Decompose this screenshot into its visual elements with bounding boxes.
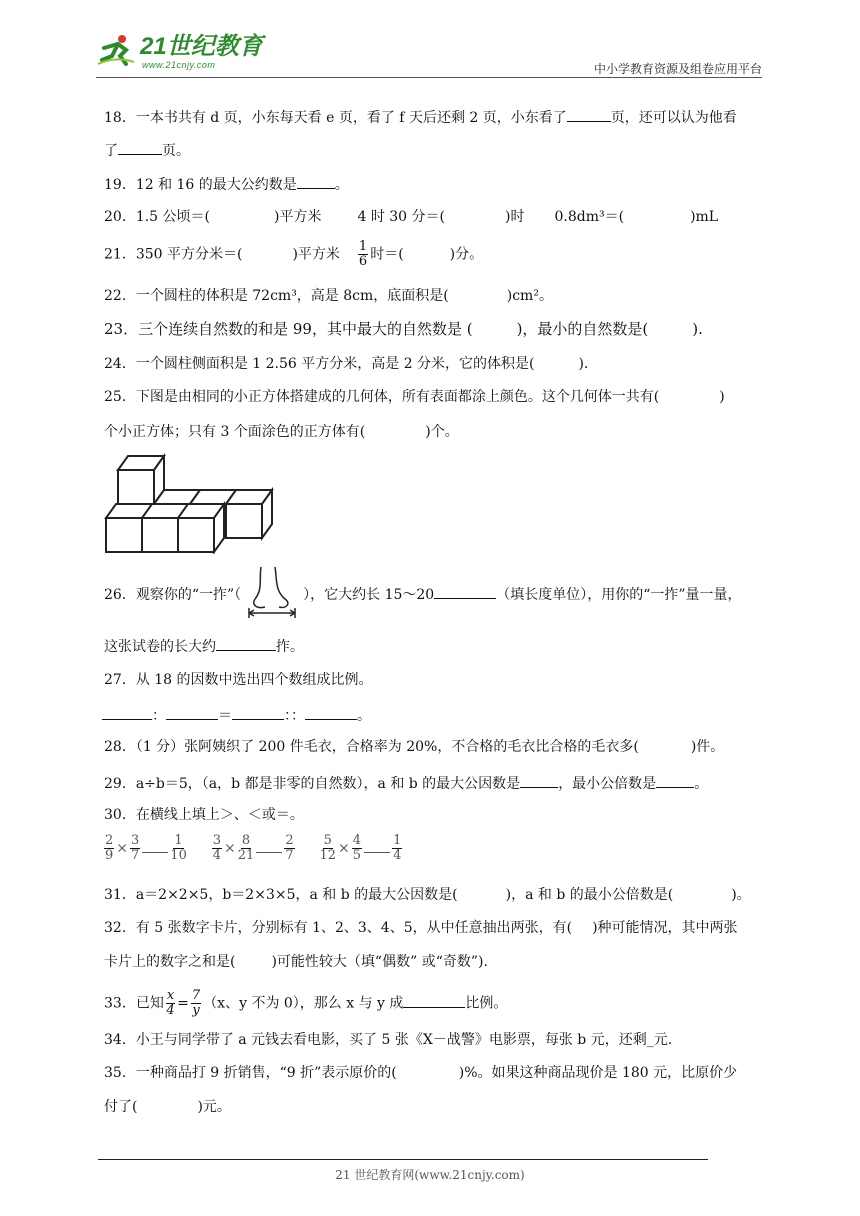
answer-blank[interactable] — [520, 773, 558, 788]
question-19: 19．12 和 16 的最大公约数是 。 — [104, 174, 349, 194]
answer-blank[interactable] — [364, 844, 390, 853]
logo-url: www.21cnjy.com — [142, 60, 216, 70]
header-divider — [96, 77, 762, 78]
question-32-cont: 卡片上的数字之和是( )可能性较大（填“偶数” 或“奇数”). — [104, 954, 488, 970]
answer-blank[interactable] — [102, 705, 152, 720]
question-32: 32．有 5 张数字卡片，分别标有 1、2、3、4、5，从中任意抽出两张，有( )种可能情况，其中两张 — [104, 920, 738, 936]
answer-blank[interactable] — [118, 140, 162, 155]
answer-blank[interactable] — [166, 705, 218, 720]
question-30: 30．在横线上填上＞、＜或＝。 — [104, 807, 304, 823]
question-18-cont: 了 页。 — [104, 140, 190, 160]
footer-divider — [98, 1159, 708, 1160]
question-22: 22．一个圆柱的体积是 72cm³，高是 8cm，底面积是( )cm²。 — [104, 288, 553, 304]
page-footer: 21 世纪教育网(www.21cnjy.com) — [335, 1168, 525, 1182]
question-28: 28．（1 分）张阿姨织了 200 件毛衣，合格率为 20%，不合格的毛衣比合格的毛衣多( )件。 — [104, 739, 725, 755]
answer-blank[interactable] — [232, 705, 284, 720]
answer-blank[interactable] — [656, 773, 694, 788]
answer-blank[interactable] — [434, 584, 496, 599]
answer-blank[interactable] — [403, 993, 465, 1008]
question-31: 31．a＝2×2×5，b＝2×3×5，a 和 b 的最大公因数是( )，a 和 b 的最小公倍数是( )。 — [104, 887, 751, 903]
answer-blank[interactable] — [142, 844, 168, 853]
fraction: $\frac{1}{6}$ — [358, 239, 368, 269]
cube-figure — [100, 452, 280, 554]
answer-blank[interactable] — [567, 107, 611, 122]
question-20: 20．1.5 公顷＝( )平方米 4 时 30 分＝( )时 0.8dm³＝( )mL — [104, 209, 719, 225]
page-header — [96, 34, 762, 78]
answer-blank[interactable] — [216, 636, 276, 651]
runner-logo-icon — [96, 34, 136, 68]
proportion-line: ： ＝ ：： 。 — [102, 705, 371, 725]
question-18: 18．一本书共有 d 页，小东每天看 e 页，看了 f 天后还剩 2 页，小东看了 页，还可以认为他看 — [104, 107, 737, 127]
question-27: 27．从 18 的因数中选出四个数组成比例。 — [104, 672, 373, 688]
question-34: 34．小王与同学带了 a 元钱去看电影，买了 5 张《X－战警》电影票，每张 b 元，还剩_元. — [104, 1032, 673, 1048]
question-26: 26．观察你的“一拃”（ ），它大约长 15～20 （填长度单位），用你的“一拃”量一量， — [104, 584, 742, 604]
answer-blank[interactable] — [297, 174, 335, 189]
hand-span-icon — [241, 565, 303, 621]
question-35: 35．一种商品打 9 折销售，“9 折”表示原价的( )%。如果这种商品现价是 180 元，比原价少 — [104, 1065, 738, 1081]
question-25-cont: 个小正方体；只有 3 个面涂色的正方体有( )个。 — [104, 424, 459, 440]
answer-blank[interactable] — [305, 705, 357, 720]
question-25: 25．下图是由相同的小正方体搭建成的几何体，所有表面都涂上颜色。这个几何体一共有( ) — [104, 389, 725, 405]
question-21: 21．350 平方分米＝( )平方米 $\frac{1}{6}$ 时＝( )分。 — [104, 239, 484, 269]
question-24: 24．一个圆柱侧面积是 1 2.56 平方分米，高是 2 分米，它的体积是( )． — [104, 356, 598, 372]
logo-text: 21世纪教育 — [140, 33, 263, 60]
question-26-cont: 这张试卷的长大约 拃。 — [104, 636, 304, 656]
question-35-cont: 付了( )元。 — [104, 1099, 231, 1115]
platform-name: 中小学教育资源及组卷应用平台 — [593, 62, 762, 76]
question-23: 23．三个连续自然数的和是 99，其中最大的自然数是 ( )，最小的自然数是( ). — [104, 320, 703, 338]
comparison-row: $\frac{2}{9}$ × $\frac{3}{7}$ $\frac{1}{10}$ $\frac{3}{4}$ × $\frac{8}{21}$ $\frac{2}{7}$ $\frac{5}{12}$ × $\frac{4}{5}$ $\frac{1}{4}$ — [105, 833, 402, 863]
answer-blank[interactable] — [256, 844, 282, 853]
question-29: 29．a÷b＝5，（a，b 都是非零的自然数），a 和 b 的最大公因数是 ，最小公倍数是 。 — [104, 773, 708, 793]
question-33: 33．已知 $\frac{x}{4}$ = $\frac{7}{y}$ （x、y 不为 0），那么 x 与 y 成 比例。 — [104, 988, 508, 1018]
